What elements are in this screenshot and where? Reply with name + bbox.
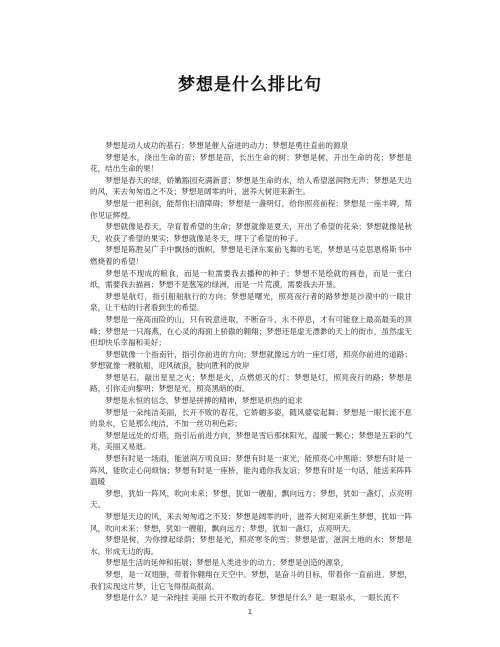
paragraph: 梦想就像一个指南针，指引你前进的方向；梦想就像远方的一座灯塔，照亮你前进的道路；梦想就像一艘航船，迎风破浪，驶向胜利的彼岸 (90, 349, 412, 371)
document-title: 梦想是什么排比句 (178, 75, 322, 95)
paragraph: 梦想，是一双翅膀，带着你翱翔在天空中。梦想，是奋斗的目标，带着你一直前进。梦想，我们实现这片梦，让它飞得很高很高。 (90, 569, 412, 591)
paragraph: 梦想是一座高而险的山，只有锐意进取，不断奋斗，永不停息，才有可能登上最高最美的顶峰；梦想是一只海燕，在心灵的海面上骄傲的翱翔；梦想还是虚无漂渺的天上的街市，虽然虚无但却快乐幸福和美好； (90, 314, 412, 348)
paragraph: 梦想是什么？是一朵纯挂 美丽 长开不败的春花。梦想是什么？是一眼泉水，一眼长流不 (105, 593, 399, 603)
paragraph: 梦想是一把利剑，能帮你扫清障碍；梦想是一盏明灯，给你照亮前程；梦想是一座丰碑，帮你见证辉煌。 (90, 198, 412, 220)
paragraph: 梦想是航灯，指引船舶航行的方向；梦想是曙光，照亮夜行者的路梦想是沙漠中的一眼甘泉，让干枯的行者看到生的希望。 (90, 291, 412, 313)
document-body (90, 140, 412, 604)
paragraph: 梦想就像是春天，孕育着希望的生命；梦想就像是夏天，开出了希望的花朵；梦想就像是秋天，收获了希望的果实；梦想就像是冬天，埋下了希望的种子。 (90, 222, 412, 243)
paragraph: 梦想有时是一场雨，能滋润万顷良田；梦想有时是一束光，能照亮心中黑暗；梦想有时是一阵风，能吹走心间烦恼；梦想有时是一座桥，能沟通你我友谊；梦想有时是一句话，能送来阵阵温暖 (90, 454, 412, 487)
paragraph: 梦想是动人成功的基石；梦想是催人奋进的动力；梦想是勇往直前的源泉 (105, 141, 349, 150)
paragraph: 梦想是天边的风，来去匆匆逍之不及；梦想是阔零的叶，滋养大树迎来新生梦想，犹如一阵风，吹向未来；梦想，犹如一艘船，飘向远方；梦想，犹如一盏灯，点亮明天。 (90, 512, 412, 533)
page-number: 1 (247, 608, 253, 616)
paragraph: 梦想是永恒的信念，梦想是拼搏的精神，梦想是炽热的追求 (105, 396, 303, 406)
paragraph: 梦想是春天的绿，娇嫩豁园充满新意；梦想是生命的水，给人希望滋润物无声；梦想是天边的风，来去匆匆逍之不及；梦想是阔零的叶，滋养大树迎来新生。 (90, 175, 412, 197)
paragraph: 梦想是生活的延伸和拓展；梦想是人类进步的动力；梦想是创造的源泉， (105, 558, 349, 568)
paragraph: 梦想，犹如一阵风，吹向未来；梦想，犹如一艘船，飘向远方；梦想，犹如一盏灯，点亮明天。 (90, 488, 412, 510)
paragraph: 梦想是不现成的粮食，而是一粒需要我去播种的种子；梦想不是绘就的画卷，而是一张白纸，需要我去描画；梦想不是葱笼的绿洲，而是一片荒漠，需要我去开垦。 (90, 268, 412, 290)
paragraph: 梦想是石，敲出星星之火；梦想是火，点燃熄灭的灯；梦想是灯，照亮夜行的路；梦想是路，引你走向黎明；梦想是光，照亮黑暗的街。 (90, 372, 412, 394)
paragraph: 梦想是树，为你撑起绿荫；梦想是光，照亮寒冬的雪；梦想是雷，滋润土地的水；梦想是水，形成无边的海。 (90, 535, 412, 556)
paragraph: 梦想是远处的灯塔，指引后前进方向，梦想是雪后那抹阳光，温暖一颗心；梦想是五彩的气兆，美丽又易逝。 (90, 430, 412, 452)
paragraph: 梦想是一朵纯洁美丽，长开不败的春花，它娇媚多姿，随风婆娑起舞；梦想是一眼长流不息的泉水，它是那么纯洁，不加一丝功利色彩； (90, 407, 412, 429)
paragraph: 梦想是陈胜吴广手中飘扬的旗帜，梦想是毛泽东案前飞舞的毛笔，梦想是马克思恩格斯书中燃烧着的希望！ (90, 245, 412, 266)
paragraph: 梦想是水，浇出生命的苗；梦想是苗，长出生命的树；梦想是树，开出生命的花；梦想是花，结出生命的果！ (90, 152, 412, 174)
